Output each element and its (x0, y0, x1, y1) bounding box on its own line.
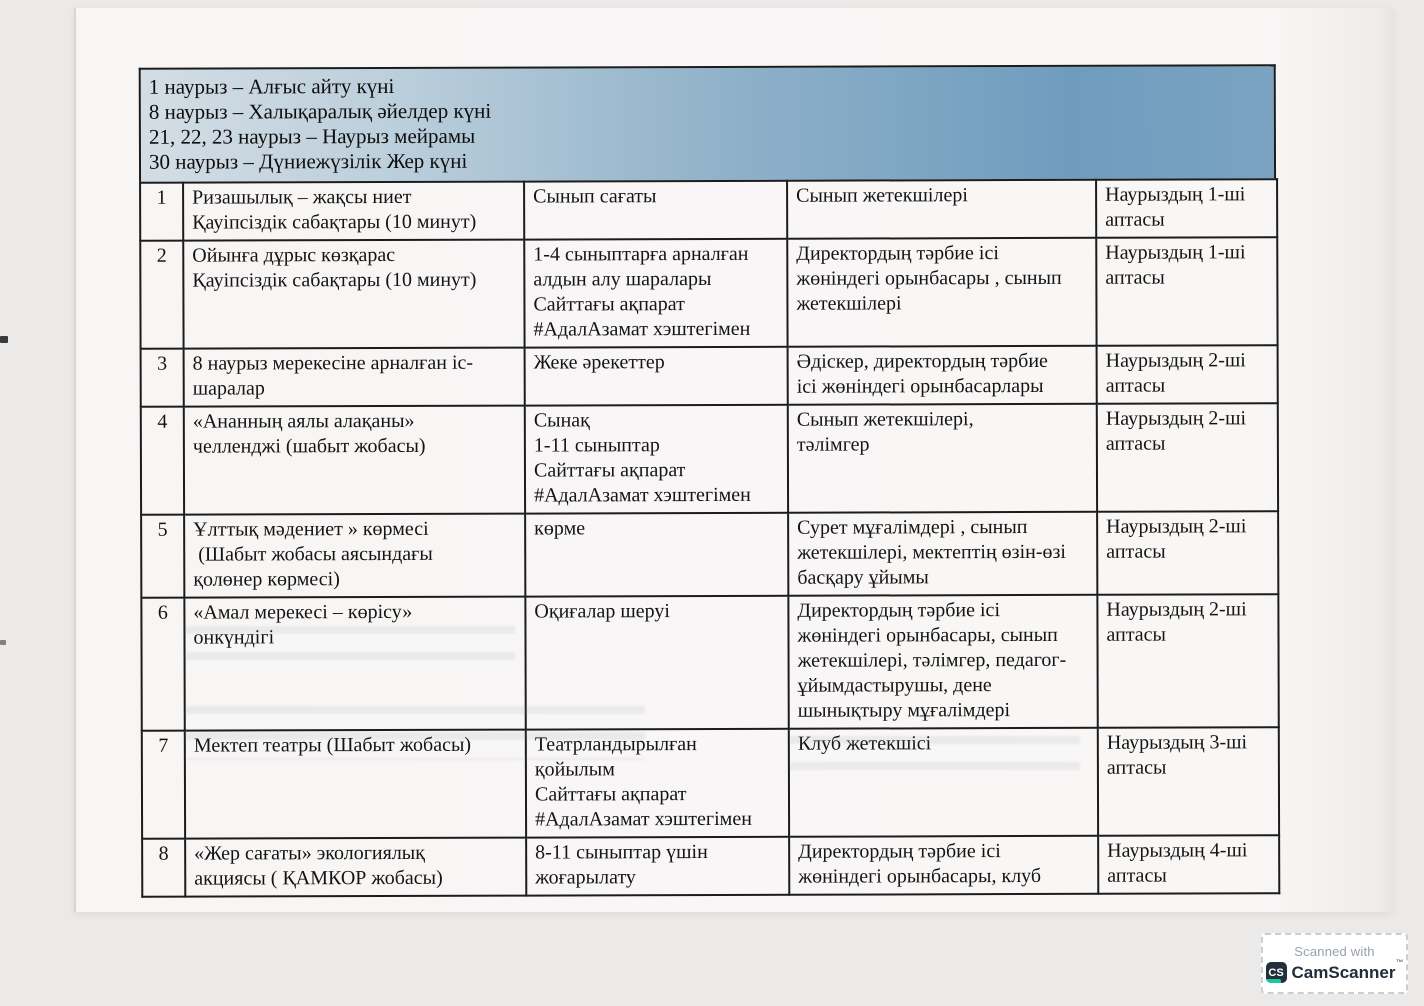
camscanner-icon: CS (1266, 962, 1287, 983)
format-cell: 8-11 сыныптар үшін жоғарылату (526, 837, 789, 896)
table-row (141, 511, 1278, 598)
camscanner-watermark (1261, 933, 1408, 994)
activity-cell: Ризашылық – жақсы ниет Қауіпсіздік сабақтары (10 минут) (183, 182, 524, 241)
responsible-cell: Директордың тәрбие ісі жөніндегі орынбасары, клуб (789, 836, 1098, 895)
format-cell: Театрландырылған қойылым Сайттағы ақпарат #АдалАзамат хэштегімен (526, 729, 789, 838)
header-line: 21, 22, 23 наурыз – Наурыз мейрамы (148, 123, 476, 149)
row-number: 3 (141, 349, 184, 407)
activity-cell: Мектеп театры (Шабыт жобасы) (185, 730, 526, 839)
row-number: 4 (141, 407, 184, 515)
responsible-cell: Әдіскер, директордың тәрбие ісі жөніндегі орынбасарлары (788, 346, 1097, 405)
timing-cell: Наурыздың 2-ші аптасы (1097, 403, 1278, 512)
timing-cell: Наурыздың 3-ші аптасы (1098, 727, 1279, 836)
scanned-with-label: Scanned with (1294, 944, 1375, 959)
format-cell: 1-4 сыныптарға арналған алдын алу шаралары Сайттағы ақпарат #АдалАзамат хэштегімен (524, 239, 787, 348)
header-line: 1 наурыз – Алғыс айту күні (148, 73, 395, 99)
header-line: 30 наурыз – Дүниежүзілік Жер күні (148, 148, 468, 174)
table-row (140, 179, 1277, 241)
activity-cell: «Жер сағаты» экологиялық акциясы ( ҚАМКОР жобасы) (185, 838, 526, 897)
table-row (142, 835, 1279, 897)
format-cell: көрме (525, 513, 788, 597)
responsible-cell: Директордың тәрбие ісі жөніндегі орынбасары , сынып жетекшілері (787, 238, 1096, 347)
page-edge-line (74, 8, 76, 912)
timing-cell: Наурыздың 2-ші аптасы (1097, 594, 1278, 728)
table-row (141, 403, 1278, 515)
row-number: 1 (140, 183, 183, 241)
format-cell: Оқиғалар шеруі (525, 596, 788, 730)
document-content (139, 64, 1283, 898)
responsible-cell: Директордың тәрбие ісі жөніндегі орынбасары, сынып жетекшілері, тәлімгер, педагог- ұйымдастырушы, дене шынықтыру мұғалімдері (788, 595, 1097, 729)
activity-cell: 8 наурыз мерекесіне арналған іс- шаралар (184, 348, 525, 407)
responsible-cell: Сынып жетекшілері (787, 180, 1096, 239)
table-row (141, 345, 1278, 407)
table-row (141, 594, 1278, 731)
trademark-symbol: ™ (1395, 957, 1404, 967)
table-row (140, 237, 1277, 349)
activity-cell: «Ананның аялы алақаны» челленджі (шабыт жобасы) (184, 406, 525, 515)
responsible-cell: Клуб жетекшісі (789, 728, 1098, 837)
row-number: 2 (140, 241, 183, 349)
responsible-cell: Сурет мұғалімдері , сынып жетекшілері, мектептің өзін-өзі басқару ұйымы (788, 512, 1097, 596)
scan-speck (0, 336, 8, 343)
camscanner-brand-row (1266, 957, 1404, 983)
row-number: 6 (141, 598, 184, 731)
activity-cell: «Амал мерекесі – көрісу» онкүндігі (184, 597, 525, 731)
row-number: 5 (141, 515, 184, 598)
format-cell: Сынақ 1-11 сыныптар Сайттағы ақпарат #АдалАзамат хэштегімен (525, 405, 788, 514)
timing-cell: Наурыздың 1-ші аптасы (1096, 237, 1277, 346)
row-number: 8 (142, 839, 185, 897)
activity-cell: Ойынға дұрыс көзқарас Қауіпсіздік сабақтары (10 минут) (183, 240, 524, 349)
format-cell: Жеке әрекеттер (525, 347, 788, 406)
scan-speck (0, 640, 6, 645)
activity-cell: Ұлттық мәдениет » көрмесі (Шабыт жобасы аясындағы қолөнер көрмесі) (184, 514, 525, 598)
format-cell: Сынып сағаты (524, 181, 787, 240)
row-number: 7 (142, 731, 185, 839)
timing-cell: Наурыздың 1-ші аптасы (1096, 179, 1277, 238)
table-row (142, 727, 1279, 839)
timing-cell: Наурыздың 2-ші аптасы (1097, 511, 1278, 595)
march-dates-header (139, 64, 1276, 182)
camscanner-brand: CamScanner™ (1291, 957, 1404, 982)
timing-cell: Наурыздың 4-ші аптасы (1098, 835, 1279, 894)
timing-cell: Наурыздың 2-ші аптасы (1097, 345, 1278, 404)
header-line: 8 наурыз – Халықаралық әйелдер күні (148, 98, 492, 124)
responsible-cell: Сынып жетекшілері, тәлімгер (788, 404, 1097, 513)
events-plan-table (139, 178, 1280, 898)
